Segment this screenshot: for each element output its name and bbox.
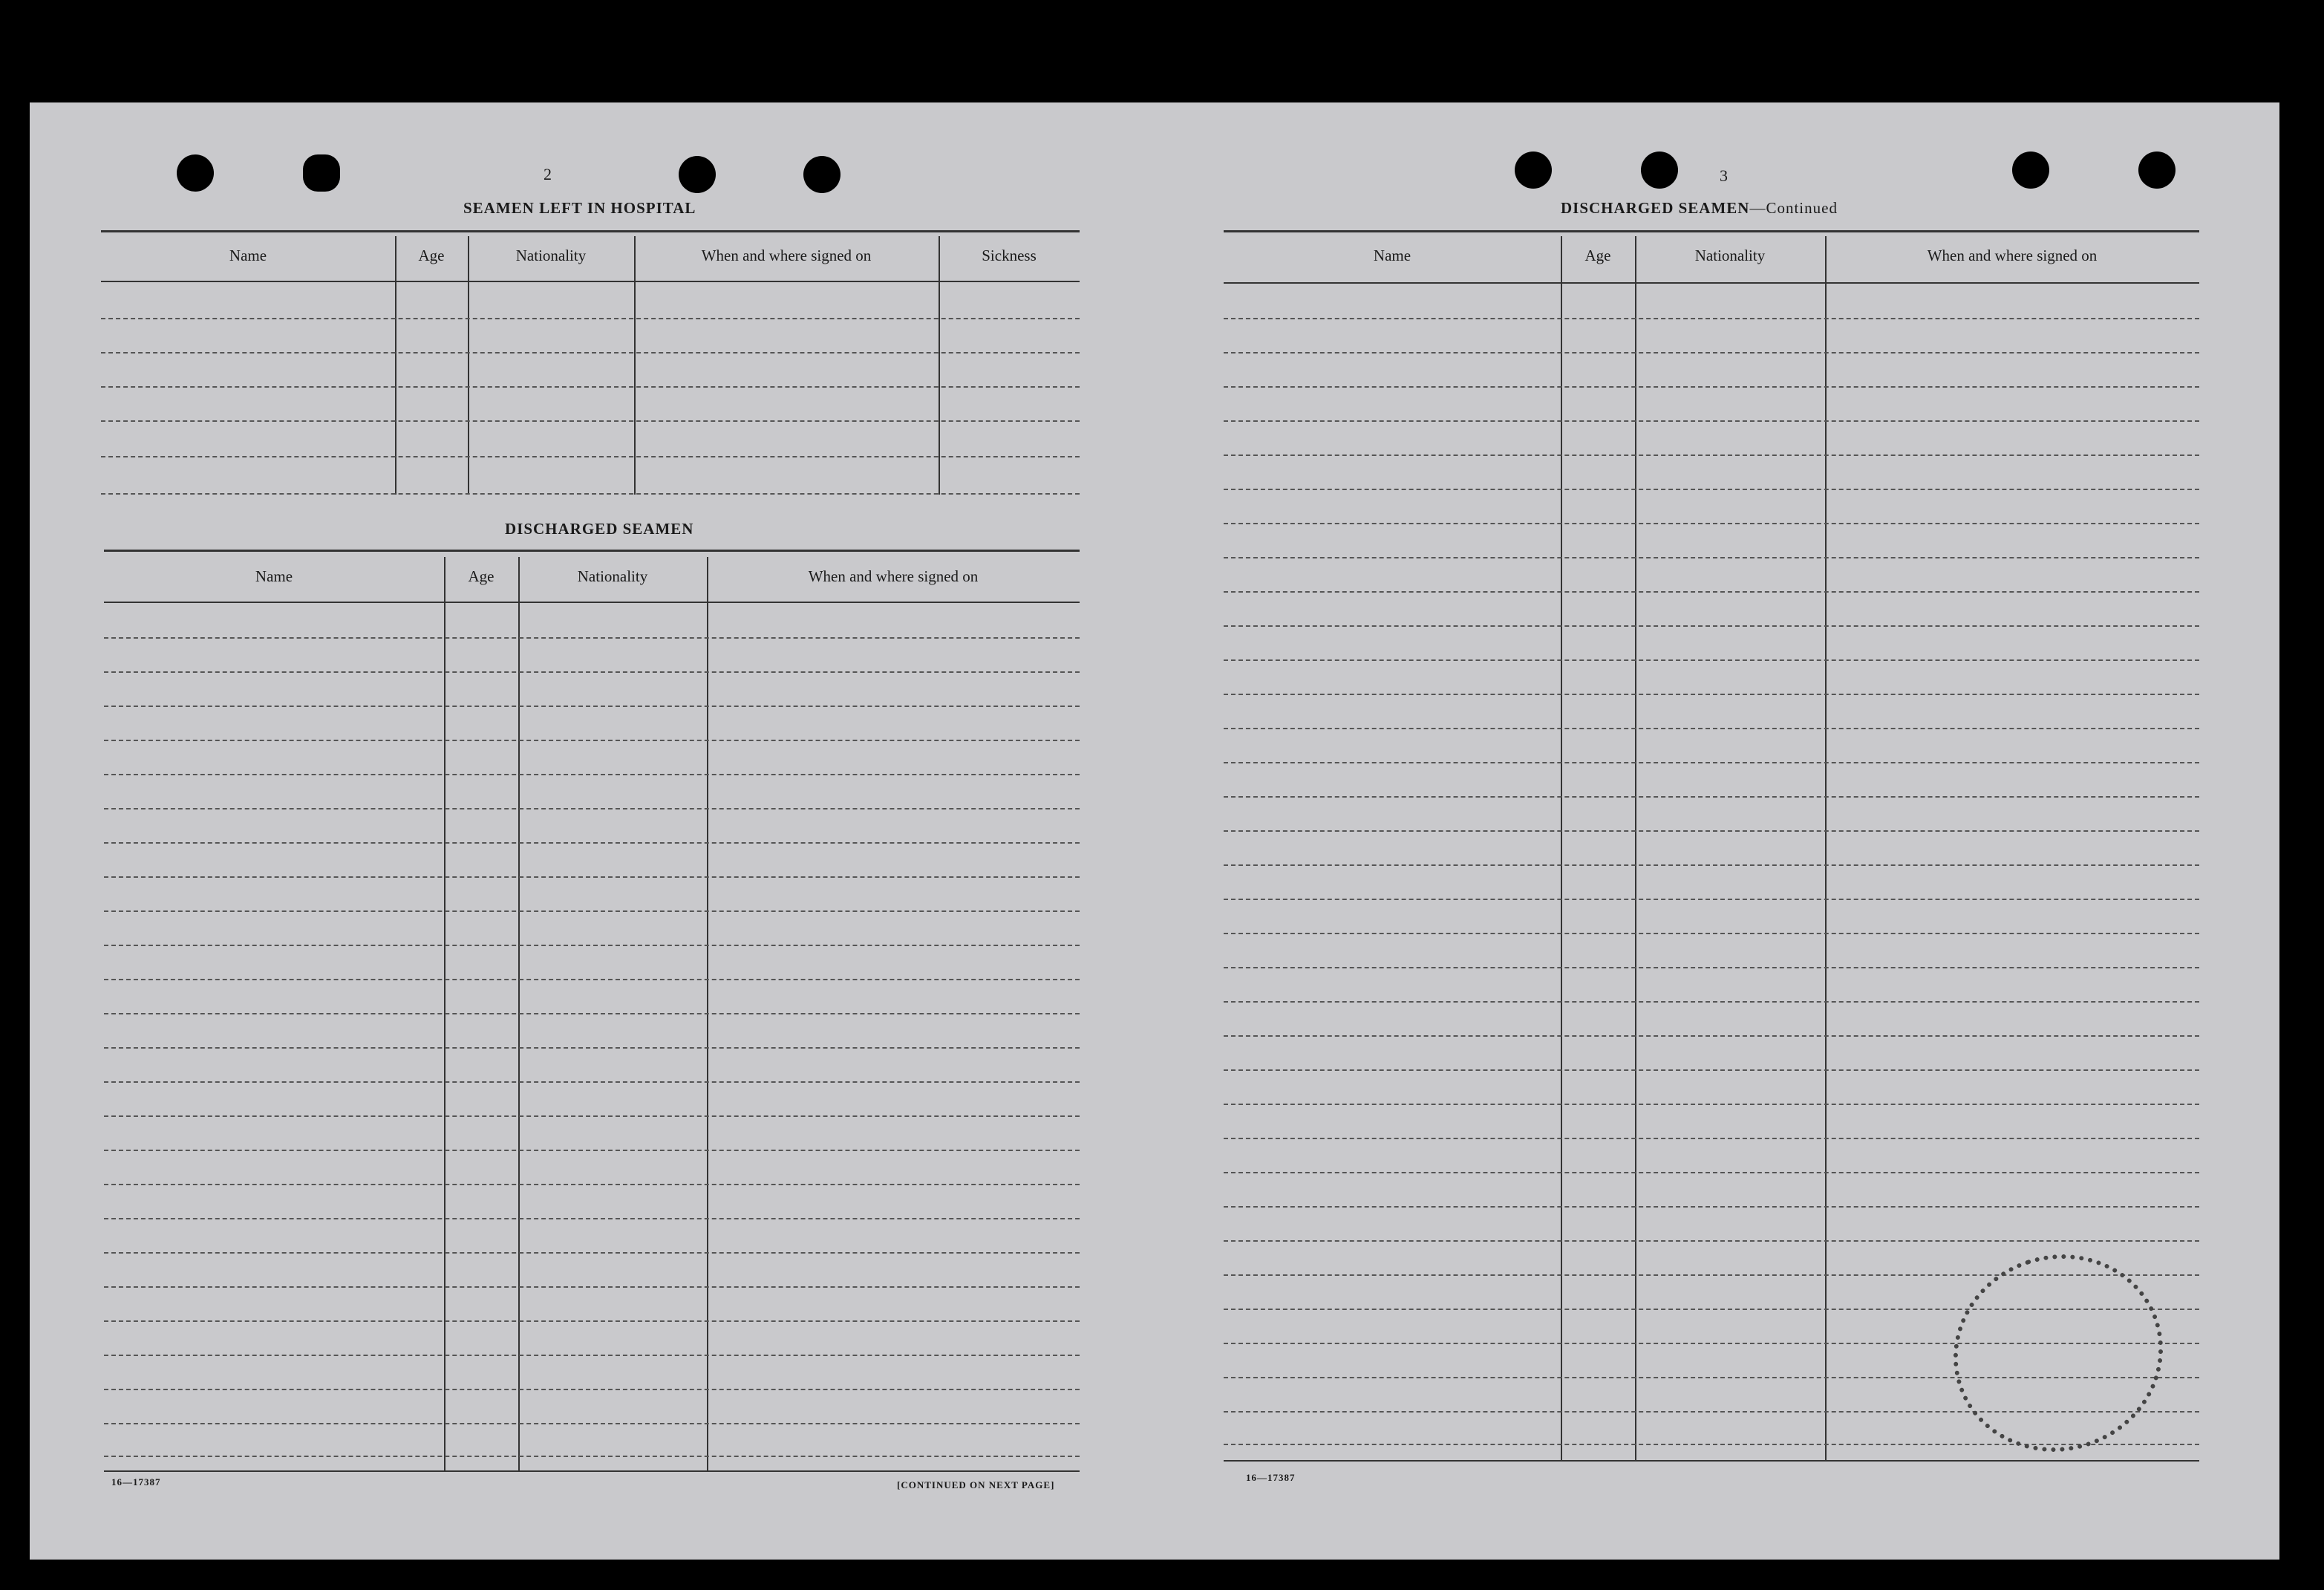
column-header-name: Name [255, 567, 293, 585]
column-header-sickness: Sickness [982, 247, 1037, 264]
page-number: 3 [1720, 166, 1728, 185]
row-rule [104, 1150, 1080, 1151]
header-rule [101, 281, 1080, 282]
row-rule [1224, 1172, 2199, 1173]
row-rule [1224, 830, 2199, 832]
section-title-discharged: DISCHARGED SEAMEN [505, 520, 694, 538]
row-rule [104, 979, 1080, 980]
row-rule [101, 456, 1080, 457]
page-number: 2 [544, 165, 552, 183]
column-divider [707, 557, 708, 1472]
section-title-suffix: —Continued [1749, 199, 1838, 217]
row-rule [1224, 386, 2199, 388]
row-rule [104, 1013, 1080, 1014]
row-rule [104, 1423, 1080, 1424]
row-rule [1224, 864, 2199, 866]
column-header-age: Age [1584, 247, 1611, 264]
row-rule [1224, 318, 2199, 319]
column-header-age: Age [468, 567, 494, 585]
section-title-discharged-continued [1561, 199, 1838, 218]
row-rule [104, 637, 1080, 639]
row-rule [101, 386, 1080, 388]
row-rule [104, 910, 1080, 912]
binder-hole [177, 154, 214, 192]
row-rule [104, 1389, 1080, 1390]
row-rule [104, 1456, 1080, 1457]
column-header-nationality: Nationality [515, 247, 587, 264]
row-rule [104, 1252, 1080, 1254]
row-rule [104, 1081, 1080, 1083]
column-header-signed-on: When and where signed on [808, 567, 979, 585]
row-rule [104, 1047, 1080, 1049]
row-rule [104, 774, 1080, 775]
form-number: 16—17387 [1246, 1472, 1296, 1483]
row-rule [1224, 352, 2199, 353]
row-rule [1224, 933, 2199, 934]
row-rule [104, 842, 1080, 844]
row-rule [1224, 557, 2199, 558]
row-rule [101, 493, 1080, 495]
row-rule [1224, 728, 2199, 729]
row-rule [101, 420, 1080, 422]
row-rule [104, 808, 1080, 809]
column-header-nationality: Nationality [577, 567, 648, 585]
binder-hole [1641, 151, 1678, 189]
row-rule [1224, 967, 2199, 968]
column-header-name: Name [1373, 247, 1411, 264]
table-bottom-rule [104, 1470, 1080, 1472]
table-top-rule [1224, 230, 2199, 232]
column-header-signed-on: When and where signed on [1927, 247, 2098, 264]
row-rule [104, 1115, 1080, 1117]
binder-hole [2138, 151, 2176, 189]
row-rule [104, 945, 1080, 946]
row-rule [1224, 762, 2199, 763]
header-rule [1224, 282, 2199, 284]
row-rule [1224, 694, 2199, 695]
binder-hole [2012, 151, 2049, 189]
row-rule [1224, 523, 2199, 524]
row-rule [104, 1355, 1080, 1356]
row-rule [1224, 489, 2199, 490]
row-rule [1224, 420, 2199, 422]
continued-note: [CONTINUED ON NEXT PAGE] [897, 1479, 1055, 1490]
table-bottom-rule [1224, 1460, 2199, 1462]
row-rule [101, 352, 1080, 353]
row-rule [1224, 625, 2199, 627]
row-rule [1224, 659, 2199, 661]
column-divider [518, 557, 520, 1472]
row-rule [1224, 1138, 2199, 1139]
row-rule [104, 1286, 1080, 1288]
row-rule [104, 1320, 1080, 1322]
section-title-hospital: SEAMEN LEFT IN HOSPITAL [463, 199, 696, 217]
row-rule [104, 1218, 1080, 1219]
column-divider [444, 557, 445, 1472]
row-rule [1224, 1035, 2199, 1037]
header-rule [104, 602, 1080, 603]
row-rule [1224, 1104, 2199, 1105]
row-rule [1224, 1069, 2199, 1071]
row-rule [104, 876, 1080, 878]
row-rule [104, 706, 1080, 707]
row-rule [104, 671, 1080, 673]
binder-hole [1515, 151, 1552, 189]
form-number: 16—17387 [111, 1476, 161, 1488]
table-top-rule [104, 550, 1080, 552]
binder-hole [303, 154, 340, 192]
row-rule [1224, 796, 2199, 798]
row-rule [101, 318, 1080, 319]
column-header-age: Age [418, 247, 445, 264]
section-title-text: DISCHARGED SEAMEN [1561, 199, 1750, 217]
row-rule [1224, 1001, 2199, 1003]
row-rule [1224, 591, 2199, 593]
binder-hole [803, 156, 841, 193]
row-rule [1224, 899, 2199, 900]
row-rule [104, 1184, 1080, 1185]
row-rule [104, 740, 1080, 741]
column-header-name: Name [229, 247, 267, 264]
column-header-nationality: Nationality [1694, 247, 1766, 264]
binder-hole [679, 156, 716, 193]
column-header-signed-on: When and where signed on [701, 247, 872, 264]
row-rule [1224, 1206, 2199, 1208]
table-top-rule [101, 230, 1080, 232]
row-rule [1224, 1240, 2199, 1242]
row-rule [1224, 454, 2199, 456]
